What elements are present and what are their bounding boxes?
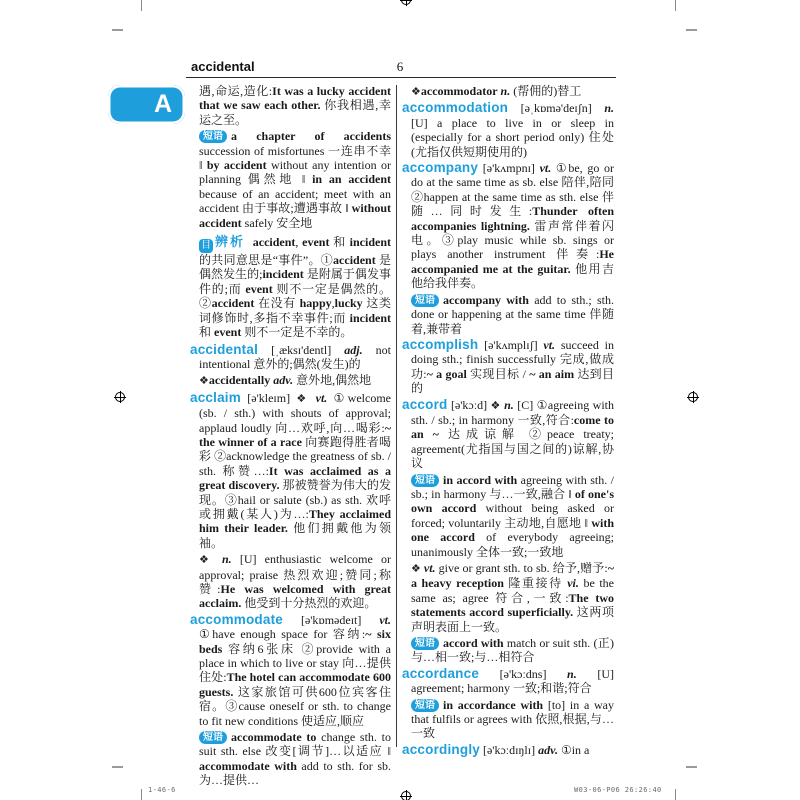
definition-text: be the same as; agree 符合,一致: xyxy=(411,576,614,605)
entry-block xyxy=(402,667,614,696)
definition-text: without being asked or forced; voluntarily 主动地,自愿地 ‖ xyxy=(411,501,614,530)
bold-text: They acclaimed him their leader. xyxy=(199,506,391,536)
phrase-block xyxy=(190,730,391,788)
definition-text: , xyxy=(331,296,335,311)
definition-text: 他们拥戴他为领袖。 xyxy=(199,521,391,550)
pronunciation: [ə'kleɪm] xyxy=(240,390,297,405)
definition-text: 遇,命运,造化: xyxy=(199,84,273,98)
bold-text: with one accord xyxy=(411,515,614,545)
phrase-tag: 短语 xyxy=(411,699,439,712)
definition-text: 他受到十分热烈的欢迎。 xyxy=(241,596,377,611)
definition-text: ①welcome (sb. / sth.) with shouts of approval; applaud loudly 向…欢呼,向…喝彩: xyxy=(199,390,391,435)
diamond-marker: ❖ xyxy=(411,86,421,98)
pronunciation: [ə'kɔːdɪŋlɪ] xyxy=(479,742,539,757)
letter-tab xyxy=(108,85,185,124)
definition-text: 这两项声明表面上一致。 xyxy=(411,605,614,634)
bold-text: ~ a heavy reception xyxy=(411,561,614,591)
bold-text: ~ an aim xyxy=(529,366,575,381)
definition-text: 隆重接待 xyxy=(503,576,568,591)
definition-text: 的共同意思是“事件”。① xyxy=(199,253,334,268)
entry-block xyxy=(402,743,614,757)
bold-text: ~ a goal xyxy=(426,366,467,381)
definition-text: 意外地,偶然地 xyxy=(293,373,372,388)
page-number: 6 xyxy=(396,59,404,74)
definition-text: safely 安全地 xyxy=(241,215,313,230)
definition-text: ①in a xyxy=(557,742,590,757)
definition-text: 达到目的 xyxy=(411,366,614,396)
analysis-block xyxy=(190,235,391,339)
definition-text: [U] agreement; harmony 一致;和谐;符合 xyxy=(411,666,614,696)
headword: accommodate xyxy=(190,611,283,627)
crop-mark-bottom-left xyxy=(141,789,142,800)
column-divider xyxy=(396,85,397,747)
pos-label: vt. xyxy=(543,337,556,352)
bold-text: ~ the winner of a race xyxy=(199,420,391,449)
crop-mark-top-right xyxy=(675,0,676,11)
phrase-tag: 短语 xyxy=(199,731,227,744)
bold-text: accident xyxy=(333,253,376,268)
bold-text: accident xyxy=(211,296,255,311)
bold-text: He accompanied me at the guitar. xyxy=(411,247,614,276)
pronunciation: [ə'kʌmplɪʃ] xyxy=(478,337,544,352)
pronunciation: [ə'kʌmpnɪ] xyxy=(478,161,540,176)
guide-word: accidental xyxy=(191,59,255,74)
bold-text: accord with xyxy=(443,636,504,651)
registration-mark-right xyxy=(687,391,699,403)
entry-block xyxy=(402,338,614,396)
pos-label: adv. xyxy=(538,742,558,757)
pronunciation: [əˌkɒmə'deɪʃn] xyxy=(508,101,605,116)
definition-text: change sth. to suit sth. else 改变[调节]…以适应 ‖ xyxy=(199,730,391,759)
definition-text: because of an accident; meet with an accident 由于事故;遭遇事故 ‖ xyxy=(199,186,391,216)
crop-dash-top-right xyxy=(686,29,697,31)
bold-text: event xyxy=(245,281,273,296)
left-column xyxy=(190,84,391,790)
diamond-marker: ❖ xyxy=(490,399,505,412)
headword: accommodation xyxy=(402,100,509,116)
definition-text: add to sth. for sb. 为…提供… xyxy=(199,758,392,788)
definition-text: 那被赞誉为伟大的发现。③hail or salute (sb.) as sth. 欢呼或拥戴(某人)为…: xyxy=(199,478,391,521)
bold-text: in an accident xyxy=(312,172,391,187)
bold-text: a chapter of accidents xyxy=(231,129,391,144)
definition-text: 和 xyxy=(199,325,215,340)
definition-text: , xyxy=(295,235,303,250)
pos-label: n. xyxy=(567,666,577,681)
bold-text: He was welcomed with great acclaim. xyxy=(199,582,391,611)
pronunciation: [ə'kɒmədeɪt] xyxy=(282,612,380,627)
print-code-right: W03-06-P06 26:26:40 xyxy=(574,786,662,794)
definition-text: 你我相遇,幸运之至。 xyxy=(199,98,391,127)
phrase-tag: 短语 xyxy=(411,474,439,487)
pronunciation: [ə'kɔːdns] xyxy=(479,666,568,681)
registration-mark-bottom xyxy=(400,790,412,800)
pos-label: vt. xyxy=(379,612,391,627)
pronunciation: [ə'kɔːd] xyxy=(447,397,491,412)
entry-block xyxy=(190,613,391,728)
bold-text: in accordance with xyxy=(443,697,544,712)
diamond-marker: ❖ xyxy=(199,375,209,388)
definition-text: 和 xyxy=(329,235,350,250)
definition-text: 实现目标 / xyxy=(466,366,530,381)
bold-text: in accord with xyxy=(443,472,518,487)
definition-text: 达成谅解 ②peace treaty; agreement(尤指国与国之间的)谅解,协议 xyxy=(411,427,614,471)
phrase-tag: 短语 xyxy=(411,637,439,650)
bold-text: lucky xyxy=(334,296,363,311)
definition-text: 雷声常伴着闪电。③play music while sb. sings or plays another instrument 伴奏: xyxy=(411,218,614,262)
sub-block xyxy=(190,552,391,611)
header-rule xyxy=(186,77,616,78)
entry-block xyxy=(402,161,614,291)
pronunciation: [ˌæksɪ'dentl] xyxy=(258,342,345,357)
definition-text: [to] in a way that fulfils or agrees with 依照,根据,与…一致 xyxy=(411,697,614,741)
sub-block xyxy=(190,373,391,388)
definition-text: ①be, go or do at the same time as sb. else 陪伴,陪同 ②happen at the same time as sth. else 伴随…同时发生: xyxy=(411,161,614,219)
cont-block xyxy=(190,84,391,127)
bold-text: accompany with xyxy=(443,292,529,307)
phrase-block xyxy=(402,293,614,336)
definition-text: 则不一定是不幸的。 xyxy=(241,325,353,340)
definition-text: 在没有 xyxy=(254,296,300,311)
crop-dash-bottom-right xyxy=(686,766,697,768)
pos-label: vi. xyxy=(567,576,579,591)
pos-label: adj. xyxy=(344,342,363,357)
crop-mark-bottom-right xyxy=(675,789,676,800)
bold-text: The two statements accord superficially. xyxy=(411,590,614,620)
entry-block xyxy=(190,391,391,550)
pos-label: n. xyxy=(221,552,232,567)
bold-text: accommodate to xyxy=(231,730,317,745)
bold-text: accident xyxy=(252,235,296,250)
right-column xyxy=(402,84,614,759)
bold-text: accommodate with xyxy=(199,758,297,773)
bold-text: The hotel can accommodate 600 guests. xyxy=(199,670,391,699)
phrase-tag: 短语 xyxy=(199,130,227,143)
definition-text: not intentional 意外的;偶然(发生)的 xyxy=(199,342,392,371)
bold-text: event xyxy=(302,235,330,250)
headword: acclaim xyxy=(190,389,241,405)
headword: accordance xyxy=(402,665,480,681)
definition-text: 这类词修饰时,多指不幸事件;而 xyxy=(199,296,391,325)
diamond-marker: ❖ xyxy=(199,554,222,567)
phrase-block xyxy=(402,636,614,665)
pos-label: n. xyxy=(497,84,511,98)
bold-text: incident xyxy=(349,235,391,250)
entry-block xyxy=(402,398,614,471)
bold-text: happy xyxy=(299,296,332,311)
definition-text: without any intention or planning 偶然地 ‖ xyxy=(199,158,391,187)
definition-text: 他用吉他给我伴奏。 xyxy=(411,261,614,291)
pos-label: vt. xyxy=(423,561,436,575)
headword: accomplish xyxy=(402,336,479,352)
definition-text: 是偶然发生的; xyxy=(199,253,391,282)
sub-block xyxy=(402,561,614,634)
sub-block xyxy=(402,84,614,99)
bold-text: event xyxy=(214,325,242,340)
bold-text: accidentally xyxy=(208,373,271,388)
headword: accordingly xyxy=(402,741,480,757)
definition-text: ①have enough space for 容纳: xyxy=(199,627,366,642)
bold-text: It was a lucky accident that we saw each other. xyxy=(199,84,391,113)
bold-text: without accident xyxy=(199,201,391,230)
bold-text: of one's own accord xyxy=(411,486,614,516)
phrase-block xyxy=(190,129,391,230)
pos-label: vt. xyxy=(539,161,552,176)
definition-text: [U] a place to live in or sleep in (especially for a short period only) 住处(尤指仅供短期使用的) xyxy=(411,115,614,159)
definition-text: add to sth.; sth. done or happening at the same time 伴随着,兼带着 xyxy=(411,292,614,336)
definition-text: (帮佣的)替工 xyxy=(510,84,582,98)
pos-label: n. xyxy=(604,101,614,116)
headword: accord xyxy=(402,396,448,412)
analysis-tag-label: 辨析 xyxy=(215,234,246,250)
definition-text: agreeing with sth. / sb.; in harmony 与…一致,融合 ‖ xyxy=(411,472,614,501)
phrase-tag: 短语 xyxy=(411,294,439,307)
definition-text: 向赛跑得胜者喝彩 ②acknowledge the greatness of sb. / sth. 称赞…: xyxy=(199,434,391,478)
bold-text: incident xyxy=(262,267,304,282)
bold-text: ~ six beds xyxy=(199,627,391,656)
definition-text: succeed in doing sth.; finish successfully 完成,做成功: xyxy=(411,337,614,381)
diamond-marker: ❖ xyxy=(411,563,424,575)
analysis-icon: 目 xyxy=(201,240,211,252)
print-code-left: 1-46-6 xyxy=(148,786,176,794)
bold-text: Thunder often accompanies lightning. xyxy=(411,204,614,233)
pos-label: adv. xyxy=(270,373,294,388)
bold-text: It was acclaimed as a great discovery. xyxy=(199,463,391,493)
definition-text: [U] enthusiastic welcome or approval; praise 热烈欢迎;赞同;称赞: xyxy=(199,552,391,596)
bold-text: accommodator xyxy=(420,84,498,98)
bold-text: by accident xyxy=(206,158,267,173)
definition-text: match or suit sth. (正)与…相一致;与…相符合 xyxy=(411,636,614,665)
definition-text: of everybody agreeing; unanimously 全体一致;一致地 xyxy=(411,530,614,559)
definition-text: 容纳6张床 ②provide with a place in which to live or stay 向…提供住处: xyxy=(199,641,391,685)
pos-label: n. xyxy=(504,397,514,412)
bold-text: come to an ~ xyxy=(411,412,614,442)
phrase-block xyxy=(402,698,614,741)
registration-mark-top xyxy=(400,0,412,6)
entry-block xyxy=(402,101,614,159)
crop-dash-bottom-left xyxy=(112,766,123,768)
pos-label: vt. xyxy=(315,390,328,405)
headword: accidental xyxy=(190,341,259,357)
crop-dash-top-left xyxy=(112,29,123,31)
definition-text: 这家旅馆可供600位宾客住宿。③cause oneself or sth. to change to fit new conditions 使适应,顺应 xyxy=(199,684,391,728)
definition-text: give or grant sth. to sb. 给予,赠予: xyxy=(435,561,608,575)
entry-block xyxy=(190,343,391,372)
bold-text: incident xyxy=(349,310,391,325)
registration-mark-left xyxy=(114,391,126,403)
letter-tab-label: A xyxy=(153,90,172,118)
definition-text: 是附属于偶发事件的;而 xyxy=(199,267,391,296)
definition-text: 则不一定是偶然的。② xyxy=(199,281,391,311)
definition-text: [C] ①agreeing with sth. / sb.; in harmony 一致,符合: xyxy=(411,397,614,427)
crop-mark-top-left xyxy=(141,0,142,11)
phrase-block xyxy=(402,473,614,559)
analysis-tag xyxy=(199,235,245,253)
diamond-marker: ❖ xyxy=(296,392,316,405)
headword: accompany xyxy=(402,160,479,176)
definition-text: succession of misfortunes 一连串不幸 ‖ xyxy=(199,143,391,173)
